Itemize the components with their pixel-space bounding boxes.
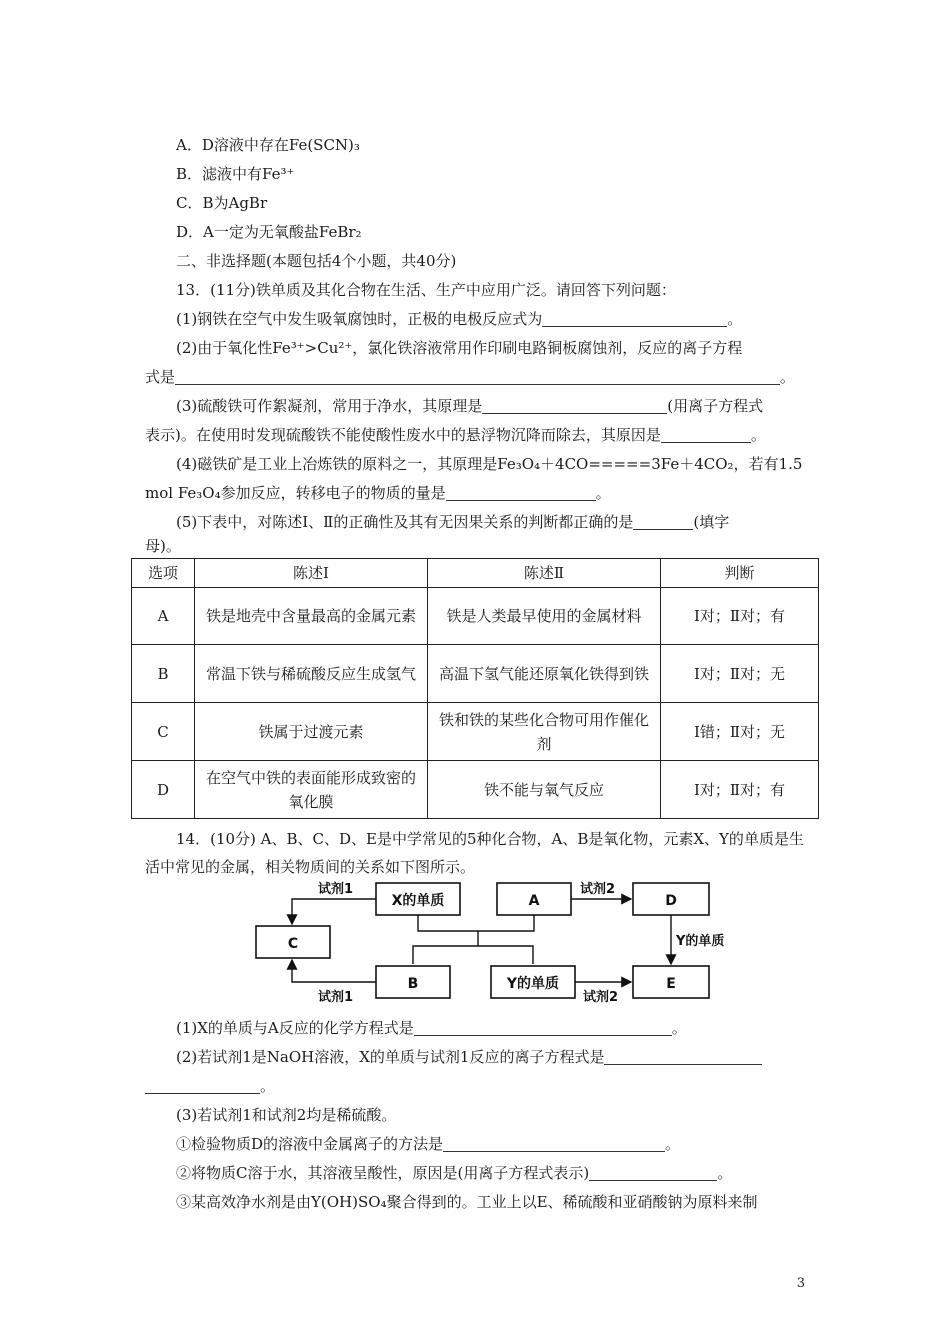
table-cell: 铁是地壳中含量最高的金属元素 xyxy=(195,588,428,645)
option-b: B．滤液中有Fe³⁺ xyxy=(176,165,295,183)
q13-part4-line2: mol Fe₃O₄参加反应，转移电子的物质的量是 。 xyxy=(145,484,611,502)
section-heading: 二、非选择题(本题包括4个小题，共40分) xyxy=(176,252,457,270)
table-cell: 铁和铁的某些化合物可用作催化剂 xyxy=(428,703,661,761)
y-element-label: Y的单质 xyxy=(676,934,725,949)
answer-blank[interactable] xyxy=(443,1135,665,1152)
q14-part3: (3)若试剂1和试剂2均是稀硫酸。 xyxy=(176,1106,397,1124)
q13-part1: (1)钢铁在空气中发生吸氧腐蚀时，正极的电极反应式为 。 xyxy=(176,310,743,328)
reagent1-label-top: 试剂1 xyxy=(318,882,354,897)
q14-part3-item2: ②将物质C溶于水，其溶液呈酸性，原因是(用离子方程式表示) 。 xyxy=(176,1164,733,1182)
q14-part2-line2: 。 xyxy=(145,1075,275,1097)
table-header-cell: 选项 xyxy=(132,559,195,588)
box-c-label: C xyxy=(287,936,299,952)
q13-part5-line1: (5)下表中，对陈述Ⅰ、Ⅱ的正确性及其有无因果关系的判断都正确的是 (填字 xyxy=(176,513,730,531)
answer-blank[interactable] xyxy=(589,1164,717,1181)
reagent1-label-bottom: 试剂1 xyxy=(318,990,354,1005)
table-cell: 铁属于过渡元素 xyxy=(195,703,428,761)
box-x-label: X的单质 xyxy=(391,893,445,909)
answer-blank[interactable] xyxy=(414,1019,672,1036)
q14-intro-line1: 14．(10分) A、B、C、D、E是中学常见的5种化合物，A、B是氧化物，元素X、Y的单质是生 xyxy=(176,830,804,848)
q14-part3-item1: ①检验物质D的溶液中金属离子的方法是 。 xyxy=(176,1135,681,1153)
table-cell: Ⅰ错；Ⅱ对；无 xyxy=(661,703,819,761)
table-header-cell: 陈述Ⅰ xyxy=(195,559,428,588)
table-cell: 在空气中铁的表面能形成致密的氧化膜 xyxy=(195,761,428,819)
q13-part3-line1: (3)硫酸铁可作絮凝剂，常用于净水，其原理是 (用离子方程式 xyxy=(176,397,764,415)
table-cell: Ⅰ对；Ⅱ对；有 xyxy=(661,588,819,645)
option-a: A．D溶液中存在Fe(SCN)₃ xyxy=(176,136,360,154)
q13-part4-line1: (4)磁铁矿是工业上冶炼铁的原料之一，其原理是Fe₃O₄＋4CO=====3Fe＋4CO₂，若有1.5 xyxy=(176,455,803,473)
arrow-x-to-c xyxy=(292,899,376,924)
table-cell: A xyxy=(132,588,195,645)
option-c: C．B为AgBr xyxy=(176,194,268,212)
page-number: 3 xyxy=(796,1276,805,1291)
table-header-cell: 判断 xyxy=(661,559,819,588)
q14-intro-line2: 活中常见的金属，相关物质间的关系如下图所示。 xyxy=(145,858,476,876)
answer-blank[interactable] xyxy=(145,1077,260,1094)
q13-part3-line2: 表示)。在使用时发现硫酸铁不能使酸性废水中的悬浮物沉降而除去，其原因是 。 xyxy=(145,426,766,444)
reaction-connector-bottom xyxy=(413,946,533,964)
box-y-label: Y的单质 xyxy=(506,976,560,992)
q13-part2-line1: (2)由于氧化性Fe³⁺>Cu²⁺，氯化铁溶液常用作印刷电路铜板腐蚀剂，反应的离子方程 xyxy=(176,339,743,357)
q14-part3-item3: ③某高效净水剂是由Y(OH)SO₄聚合得到的。工业上以E、稀硫酸和亚硝酸钠为原料来制 xyxy=(176,1193,758,1211)
table-cell: 常温下铁与稀硫酸反应生成氢气 xyxy=(195,645,428,703)
table-cell: 铁不能与氧气反应 xyxy=(428,761,661,819)
box-e-label: E xyxy=(666,976,676,992)
table-cell: B xyxy=(132,645,195,703)
reaction-connector-top xyxy=(418,915,534,931)
table-cell: D xyxy=(132,761,195,819)
box-a-label: A xyxy=(528,893,540,909)
q14-part1: (1)X的单质与A反应的化学方程式是 。 xyxy=(176,1019,687,1037)
q13-part2-line2: 式是 。 xyxy=(145,368,796,386)
option-d: D．A一定为无氧酸盐FeBr₂ xyxy=(176,223,362,241)
answer-blank[interactable] xyxy=(604,1048,762,1065)
table-cell: Ⅰ对；Ⅱ对；无 xyxy=(661,645,819,703)
table-cell: 高温下氢气能还原氧化铁得到铁 xyxy=(428,645,661,703)
table-header-cell: 陈述Ⅱ xyxy=(428,559,661,588)
table-cell: Ⅰ对；Ⅱ对；有 xyxy=(661,761,819,819)
box-d-label: D xyxy=(665,893,677,909)
table-cell: C xyxy=(132,703,195,761)
arrow-b-to-c xyxy=(292,960,376,982)
reagent2-label-top: 试剂2 xyxy=(580,882,616,897)
box-b-label: B xyxy=(407,976,419,992)
reagent2-label-bottom: 试剂2 xyxy=(583,990,619,1005)
q13-intro: 13．(11分)铁单质及其化合物在生活、生产中应用广泛。请回答下列问题： xyxy=(176,281,676,299)
q14-part2-line1: (2)若试剂1是NaOH溶液，X的单质与试剂1反应的离子方程式是 xyxy=(176,1046,762,1068)
q13-part5-line2: 母)。 xyxy=(145,537,181,555)
table-cell: 铁是人类最早使用的金属材料 xyxy=(428,588,661,645)
